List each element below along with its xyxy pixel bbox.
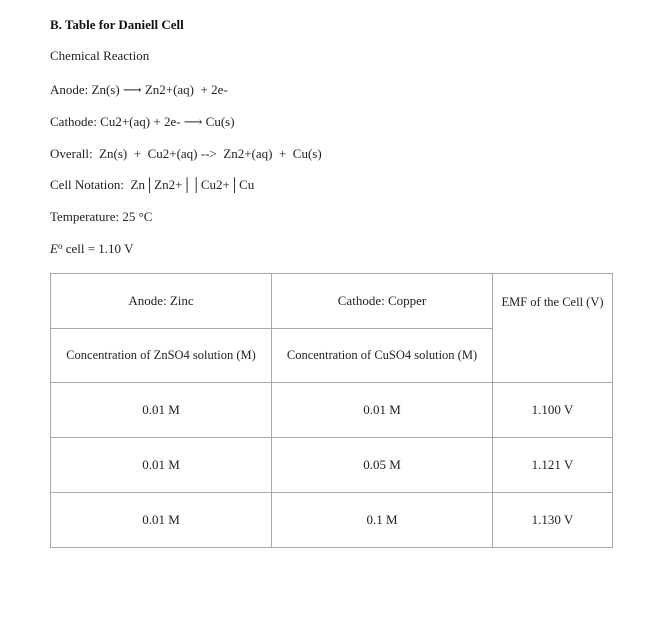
anode-reaction: Anode: Zn(s) ⟶ Zn2+(aq) + 2e- [50, 82, 228, 97]
cell-cuso4-concentration: 0.01 M [272, 383, 493, 438]
table-row [51, 493, 613, 548]
cell-znso4-concentration: 0.01 M [51, 438, 272, 493]
table-header-row [51, 274, 613, 329]
header-anode: Anode: Zinc [51, 274, 272, 329]
emf-value-text: cell = 1.10 V [62, 241, 134, 256]
cell-notation: Cell Notation: Zn│Zn2+││Cu2+│Cu [50, 177, 255, 192]
overall-reaction: Overall: Zn(s) + Cu2+(aq) --> Zn2+(aq) + Cu(s) [50, 146, 322, 161]
emf-symbol: E [50, 241, 58, 256]
table-row [51, 438, 613, 493]
temperature: Temperature: 25 °C [50, 209, 153, 224]
emf-degree-superscript: o [57, 241, 63, 251]
cell-emf: 1.121 V [493, 438, 613, 493]
header-cathode: Cathode: Copper [272, 274, 493, 329]
chemical-reaction-label: Chemical Reaction [50, 48, 150, 63]
subheader-cuso4: Concentration of CuSO4 solution (M) [272, 329, 493, 383]
standard-emf [50, 241, 133, 257]
cell-znso4-concentration: 0.01 M [51, 493, 272, 548]
cell-cuso4-concentration: 0.05 M [272, 438, 493, 493]
daniell-cell-table [50, 273, 613, 548]
subheader-znso4: Concentration of ZnSO4 solution (M) [51, 329, 272, 383]
table-row [51, 383, 613, 438]
cell-znso4-concentration: 0.01 M [51, 383, 272, 438]
cell-emf: 1.130 V [493, 493, 613, 548]
section-title: B. Table for Daniell Cell [50, 17, 184, 32]
cell-cuso4-concentration: 0.1 M [272, 493, 493, 548]
header-emf: EMF of the Cell (V) [493, 274, 613, 383]
cathode-reaction: Cathode: Cu2+(aq) + 2e- ⟶ Cu(s) [50, 114, 235, 129]
cell-emf: 1.100 V [493, 383, 613, 438]
